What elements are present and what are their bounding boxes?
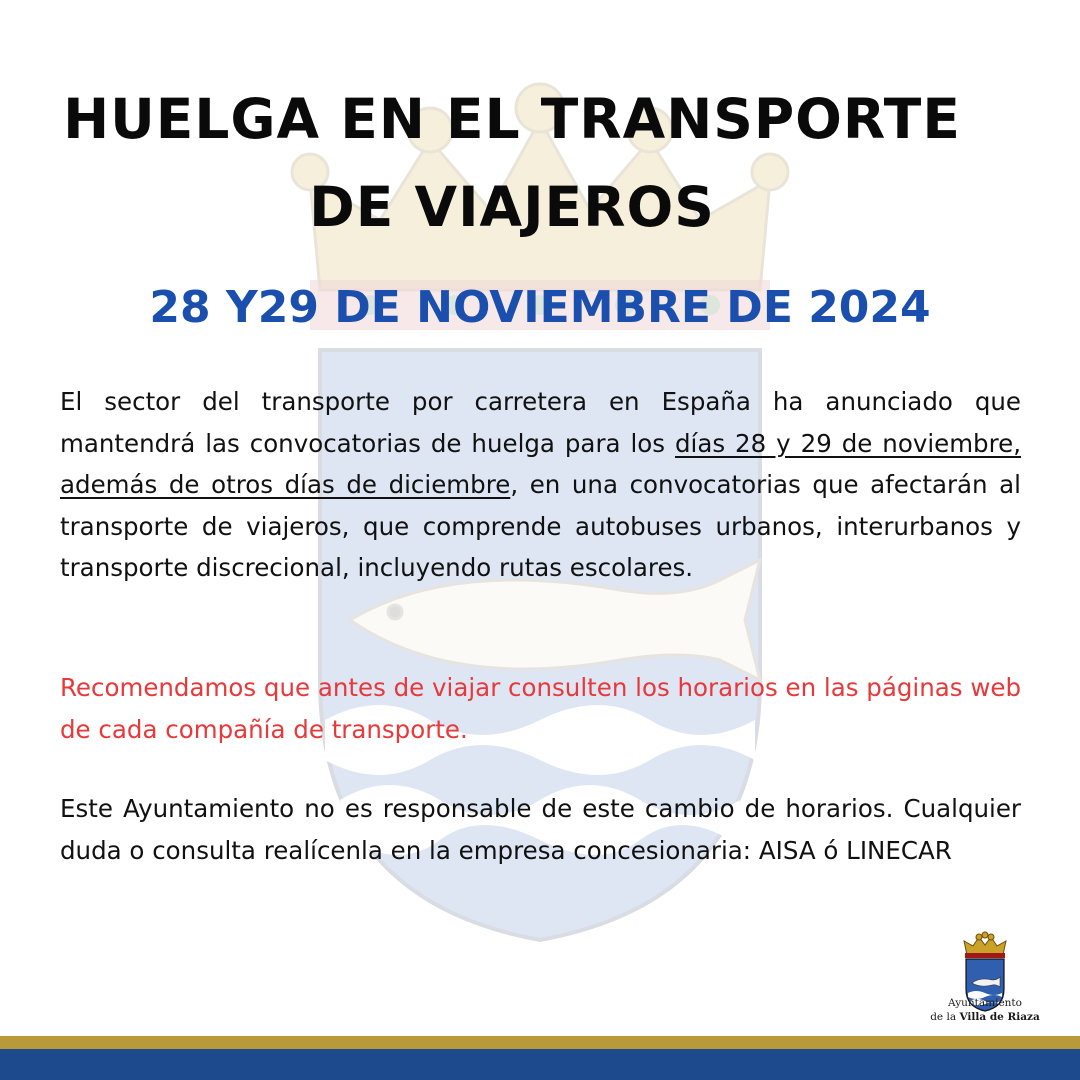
logo-text-villa — [925, 1012, 1045, 1023]
logo-text-prefix: de la — [930, 1011, 960, 1023]
strike-dates-underlined: días 28 y 29 de noviembre, además de otros días de diciembre — [60, 428, 1022, 499]
announcement-text-end: , en una convocatorias que afectarán al transporte de viajeros, que comprende autobuses urbanos, interurbanos y transporte discrecional, incluyendo rutas escolares. — [60, 470, 1021, 582]
disclaimer-paragraph: Este Ayuntamiento no es responsable de este cambio de horarios. Cualquier duda o consulta realícenla en la empresa concesionaria: AISA ó LINECAR — [60, 794, 1021, 865]
footer-gold-band — [0, 1036, 1080, 1049]
footer-blue-band — [0, 1049, 1080, 1080]
announcement-text-start: El sector del transporte por carretera en España ha anunciado que mantendrá las convocatorias de huelga para los — [60, 387, 1021, 458]
recommendation-paragraph: Recomendamos que antes de viajar consulten los horarios en las páginas web de cada compañía de transporte. — [60, 673, 1021, 744]
announcement-paragraph — [60, 381, 1021, 589]
headline-line-2: DE VIAJEROS — [309, 175, 715, 239]
headline-line-1: HUELGA EN EL TRANSPORTE — [63, 87, 961, 151]
logo-text-villa-name: Villa de Riaza — [959, 1011, 1040, 1023]
logo-text-ayuntamiento: Ayuntamiento — [948, 997, 1022, 1009]
strike-dates: 28 Y29 DE NOVIEMBRE DE 2024 — [149, 282, 931, 333]
